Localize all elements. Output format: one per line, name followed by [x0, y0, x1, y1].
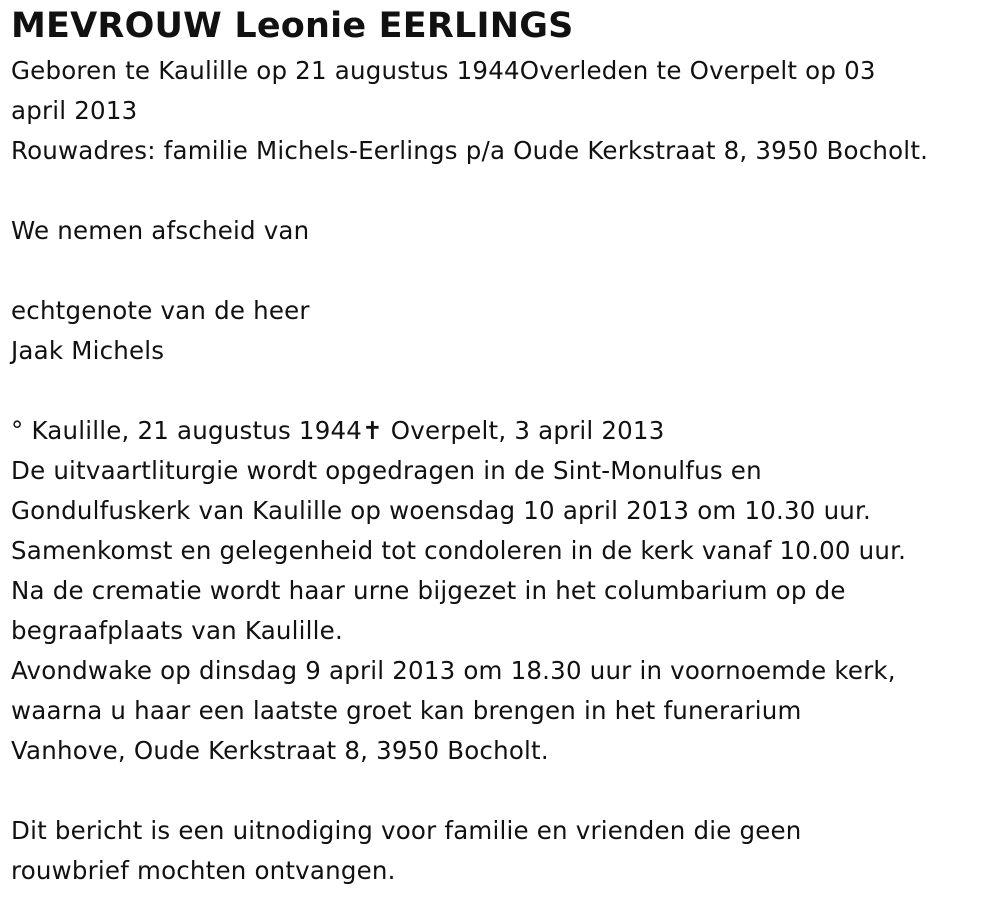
spacer — [11, 171, 1000, 211]
born-died-line-2: april 2013 — [11, 96, 138, 125]
invite-line-1: Dit bericht is een uitnodiging voor familie en vrienden die geen — [11, 816, 802, 845]
spacer — [11, 771, 1000, 811]
born-died-line-1: Geboren te Kaulille op 21 augustus 1944Overleden te Overpelt op 03 — [11, 56, 876, 85]
birth-marker: ° Kaulille, 21 augustus 1944 — [11, 416, 363, 445]
gathering-line: Samenkomst en gelegenheid tot condoleren in de kerk vanaf 10.00 uur. — [11, 536, 907, 565]
spacer — [11, 251, 1000, 291]
wake-line-1: Avondwake op dinsdag 9 april 2013 om 18.30 uur in voornoemde kerk, — [11, 656, 896, 685]
mourning-address: Rouwadres: familie Michels-Eerlings p/a Oude Kerkstraat 8, 3950 Bocholt. — [11, 136, 929, 165]
deceased-name-title: MEVROUW Leonie EERLINGS — [11, 6, 574, 46]
cross-icon: ✝ — [362, 416, 383, 445]
wake-line-3: Vanhove, Oude Kerkstraat 8, 3950 Bocholt. — [11, 736, 549, 765]
wake-line-2: waarna u haar een laatste groet kan brengen in het funerarium — [11, 696, 802, 725]
spouse-line-1: echtgenote van de heer — [11, 296, 310, 325]
cremation-line-1: Na de crematie wordt haar urne bijgezet in het columbarium op de — [11, 576, 846, 605]
birth-death-markers — [11, 411, 1000, 451]
farewell-text: We nemen afscheid van — [11, 216, 310, 245]
spouse-name: Jaak Michels — [11, 336, 165, 365]
spacer — [11, 371, 1000, 411]
cremation-line-2: begraafplaats van Kaulille. — [11, 616, 343, 645]
obituary-body — [11, 51, 1000, 891]
liturgy-line-2: Gondulfuskerk van Kaulille op woensdag 10 april 2013 om 10.30 uur. — [11, 496, 872, 525]
liturgy-line-1: De uitvaartliturgie wordt opgedragen in de Sint-Monulfus en — [11, 456, 762, 485]
death-marker: Overpelt, 3 april 2013 — [382, 416, 665, 445]
invite-line-2: rouwbrief mochten ontvangen. — [11, 856, 396, 885]
